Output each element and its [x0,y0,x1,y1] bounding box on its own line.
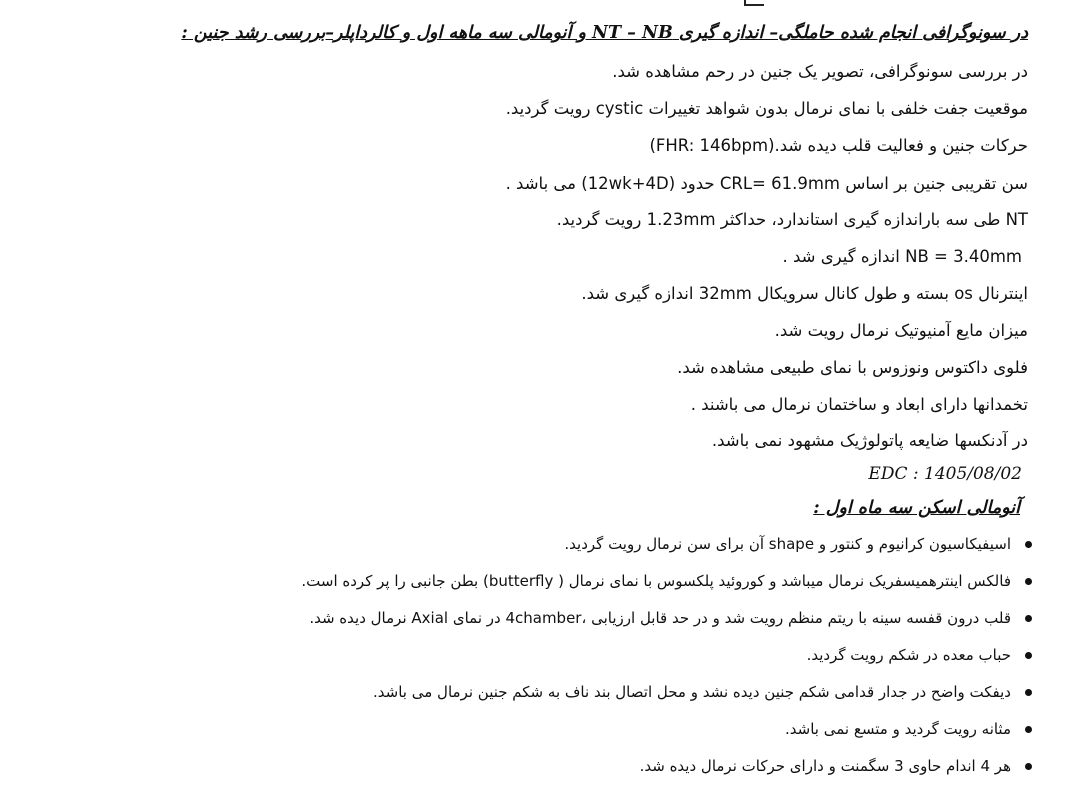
finding-line: NT طی سه باراندازه گیری استاندارد، حداکثر 1.23mm رویت گردید. [556,210,1028,229]
bullet-icon [1025,615,1032,622]
finding-line: NB = 3.40mm اندازه گیری شد . [782,247,1022,266]
bullet-icon [1025,578,1032,585]
list-item [309,606,1032,630]
edc-date: EDC : 1405/08/02 [868,464,1022,484]
bullet-icon [1025,763,1032,770]
list-item-text: قلب درون قفسه سینه با ریتم منظم رویت شد و در حد قابل ارزیابی ،4chamber در نمای Axial نرمال دیده شد. [309,609,1011,627]
list-item [373,680,1032,704]
list-item [301,569,1032,593]
finding-line: موقعیت جفت خلفی با نمای نرمال بدون شواهد تغییرات cystic رویت گردید. [505,99,1028,118]
list-item-text: اسیفیکاسیون کرانیوم و کنتور و shape آن برای سن نرمال رویت گردید. [564,535,1011,553]
list-item [640,754,1032,778]
list-item-text: هر 4 اندام حاوی 3 سگمنت و دارای حرکات نرمال دیده شد. [639,757,1011,775]
list-item-text: دیفکت واضح در جدار قدامی شکم جنین دیده نشد و محل اتصال بند ناف به شکم جنین نرمال می باشد. [373,683,1011,701]
finding-line: میزان مایع آمنیوتیک نرمال رویت شد. [774,321,1028,340]
list-item-text: فالکس اینترهمیسفریک نرمال میباشد و کوروئید پلکسوس با نمای نرمال ( butterfly) بطن جانبی را پر کرده است. [301,572,1011,590]
bullet-icon [1025,541,1032,548]
finding-line: فلوی داکتوس ونوزوس با نمای طبیعی مشاهده شد. [677,358,1028,377]
finding-line: حرکات جنین و فعالیت قلب دیده شد.(FHR: 146bpm) [649,136,1028,155]
list-item [564,532,1032,556]
finding-line: سن تقریبی جنین بر اساس CRL= 61.9mm حدود (12wk+4D) می باشد . [505,174,1028,193]
list-item-text: حباب معده در شکم رویت گردید. [806,646,1011,664]
cropped-character-fragment [744,0,764,6]
list-item-text: مثانه رویت گردید و متسع نمی باشد. [785,720,1011,738]
bullet-icon [1025,689,1032,696]
finding-line: در بررسی سونوگرافی، تصویر یک جنین در رحم مشاهده شد. [612,62,1028,81]
list-item [785,717,1032,741]
finding-line: اینترنال os بسته و طول کانال سرویکال 32mm اندازه گیری شد. [581,284,1028,303]
bullet-icon [1025,726,1032,733]
list-item [807,643,1032,667]
report-heading: در سونوگرافی انجام شده حاملگی– اندازه گیری NT – NB و آنومالی سه ماهه اول و کالرداپلر–بررسی رشد جنین : [181,23,1028,43]
anomaly-scan-heading: آنومالی اسکن سه ماه اول : [813,498,1020,518]
bullet-icon [1025,652,1032,659]
finding-line: تخمدانها دارای ابعاد و ساختمان نرمال می باشند . [690,395,1028,414]
finding-line: در آدنکسها ضایعه پاتولوژیک مشهود نمی باشد. [711,431,1028,450]
